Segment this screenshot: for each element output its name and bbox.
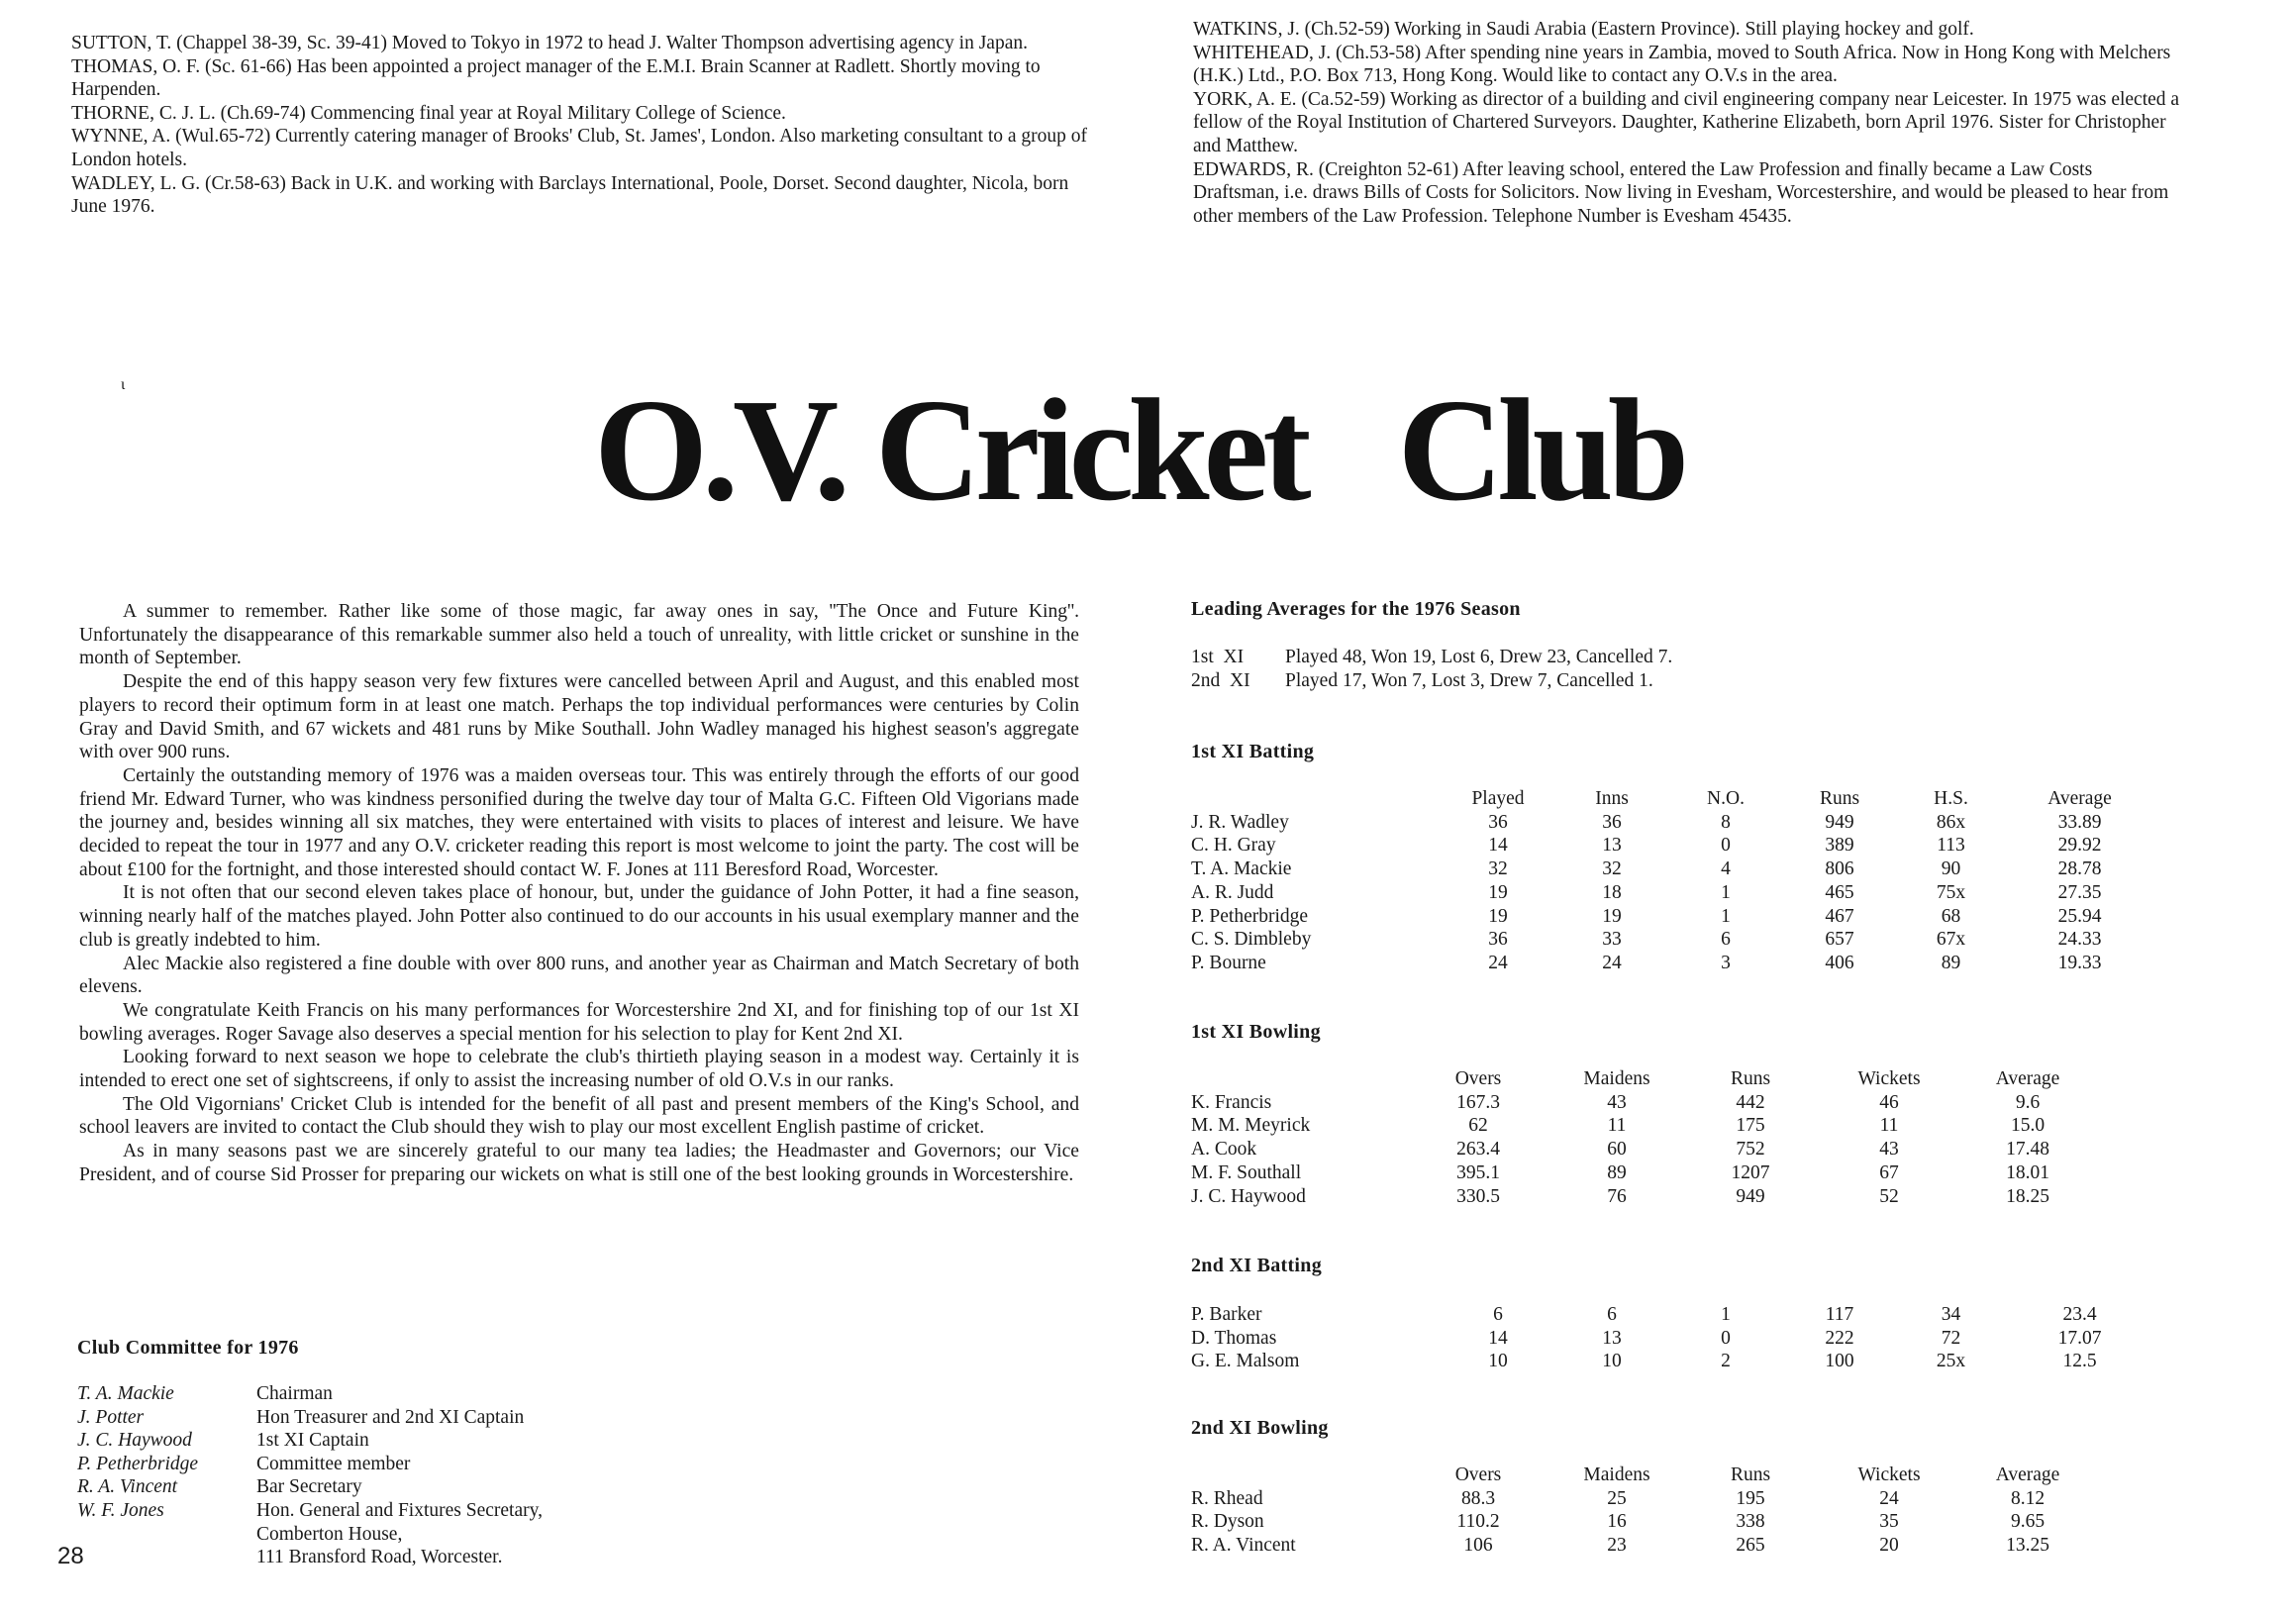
table-row bbox=[1191, 928, 2151, 952]
second-xi-bowling-heading: 2nd XI Bowling bbox=[1191, 1417, 1329, 1439]
first-xi-batting-heading: 1st XI Batting bbox=[1191, 741, 1315, 762]
column-header: Runs bbox=[1819, 788, 1860, 809]
committee-role: 111 Bransford Road, Worcester. bbox=[256, 1547, 503, 1568]
table-cell: 16 bbox=[1607, 1511, 1627, 1533]
table-cell: 23 bbox=[1607, 1535, 1627, 1557]
table-cell: 19 bbox=[1488, 881, 1508, 903]
table-cell: 4 bbox=[1721, 858, 1731, 880]
table-header-row bbox=[1191, 1464, 2092, 1487]
table-cell: 657 bbox=[1825, 929, 1854, 951]
season-record-row bbox=[1191, 646, 1672, 669]
committee-name: T. A. Mackie bbox=[77, 1383, 174, 1404]
committee-role: Comberton House, bbox=[256, 1523, 403, 1545]
table-cell: 67x bbox=[1936, 929, 1966, 951]
table-cell: 24 bbox=[1879, 1487, 1899, 1509]
table-cell: 12.5 bbox=[2062, 1351, 2097, 1372]
news-item: WADLEY, L. G. (Cr.58-63) Back in U.K. and working with Barclays International, Poole, Dorset. Second daughter, Nicola, born June 1976. bbox=[71, 172, 1069, 218]
table-cell: 806 bbox=[1825, 858, 1854, 880]
column-header bbox=[1191, 1464, 1409, 1487]
table-cell: 2 bbox=[1721, 1351, 1731, 1372]
column-header: Inns bbox=[1595, 788, 1629, 809]
player-name: P. Petherbridge bbox=[1191, 905, 1309, 927]
table-cell: 1 bbox=[1721, 881, 1731, 903]
committee-name: J. Potter bbox=[77, 1406, 145, 1428]
table-cell: 67 bbox=[1879, 1161, 1899, 1183]
player-name: R. Rhead bbox=[1191, 1487, 1263, 1509]
table-cell: 76 bbox=[1607, 1185, 1627, 1207]
committee-name bbox=[77, 1546, 256, 1569]
table-cell: 467 bbox=[1825, 905, 1854, 927]
table-row bbox=[1191, 1534, 2092, 1558]
table-row bbox=[1191, 858, 2151, 881]
table-cell: 24 bbox=[1488, 952, 1508, 973]
table-cell: 43 bbox=[1607, 1091, 1627, 1113]
first-xi-bowling-table bbox=[1191, 1067, 2092, 1208]
table-row bbox=[1191, 952, 2151, 975]
committee-role: Committee member bbox=[256, 1453, 411, 1474]
record-summary: Played 17, Won 7, Lost 3, Drew 7, Cancelled 1. bbox=[1285, 669, 1653, 691]
table-cell: 43 bbox=[1879, 1139, 1899, 1161]
column-header: Overs bbox=[1454, 1068, 1502, 1089]
table-cell: 46 bbox=[1879, 1091, 1899, 1113]
record-team: 2nd XI bbox=[1191, 669, 1250, 691]
table-row bbox=[1191, 1091, 2092, 1115]
table-cell: 36 bbox=[1602, 811, 1622, 833]
column-header: Maidens bbox=[1583, 1068, 1650, 1089]
table-cell: 36 bbox=[1488, 929, 1508, 951]
table-cell: 34 bbox=[1941, 1304, 1961, 1325]
table-cell: 10 bbox=[1488, 1351, 1508, 1372]
table-cell: 17.48 bbox=[2006, 1139, 2049, 1161]
table-cell: 8.12 bbox=[2010, 1487, 2046, 1509]
table-cell: 24 bbox=[1602, 952, 1622, 973]
table-cell: 18.25 bbox=[2006, 1185, 2049, 1207]
player-name: A. Cook bbox=[1191, 1139, 1257, 1161]
table-cell: 19 bbox=[1602, 905, 1622, 927]
table-cell: 60 bbox=[1607, 1139, 1627, 1161]
committee-name: J. C. Haywood bbox=[77, 1430, 192, 1452]
table-row bbox=[1191, 1350, 2151, 1373]
news-item: SUTTON, T. (Chappel 38-39, Sc. 39-41) Moved to Tokyo in 1972 to head J. Walter Thompson advertising agency in Japan. bbox=[71, 33, 1028, 53]
table-cell: 465 bbox=[1825, 881, 1854, 903]
player-name: G. E. Malsom bbox=[1191, 1351, 1300, 1372]
table-cell: 9.65 bbox=[2010, 1511, 2046, 1533]
column-header: Average bbox=[2047, 788, 2112, 809]
table-cell: 222 bbox=[1825, 1327, 1854, 1349]
column-header: Average bbox=[1995, 1464, 2060, 1485]
committee-name: R. A. Vincent bbox=[77, 1476, 178, 1498]
table-cell: 113 bbox=[1937, 835, 1965, 857]
committee-role: Hon. General and Fixtures Secretary, bbox=[256, 1499, 543, 1521]
report-paragraph: Looking forward to next season we hope to celebrate the club's thirtieth playing season in a modest way. Certainly it is intended to erect one set of sightscreens, if only to assist the increasing number of old O.V.s in our ranks. bbox=[79, 1047, 1079, 1092]
season-record-row bbox=[1191, 669, 1672, 693]
table-cell: 72 bbox=[1941, 1327, 1961, 1349]
table-cell: 75x bbox=[1936, 881, 1966, 903]
player-name: R. Dyson bbox=[1191, 1511, 1264, 1533]
committee-name bbox=[77, 1523, 256, 1547]
column-header: Runs bbox=[1730, 1464, 1771, 1485]
table-cell: 11 bbox=[1879, 1115, 1899, 1137]
column-header bbox=[1191, 1067, 1409, 1091]
table-cell: 11 bbox=[1607, 1115, 1627, 1137]
column-header: Overs bbox=[1454, 1464, 1502, 1485]
table-cell: 90 bbox=[1941, 858, 1961, 880]
table-cell: 1207 bbox=[1731, 1161, 1770, 1183]
column-header: Wickets bbox=[1857, 1068, 1921, 1089]
table-cell: 19.33 bbox=[2057, 952, 2102, 973]
column-header: Average bbox=[1995, 1068, 2060, 1089]
table-cell: 24.33 bbox=[2057, 929, 2102, 951]
table-cell: 17.07 bbox=[2057, 1327, 2102, 1349]
table-header-row bbox=[1191, 1067, 2092, 1091]
table-cell: 117 bbox=[1825, 1304, 1854, 1325]
table-cell: 0 bbox=[1721, 835, 1731, 857]
report-paragraph: A summer to remember. Rather like some of those magic, far away ones in say, ''The Once and Future King''. Unfortunately the disappearance of this remarkable summer also held a touch of unreality, with little cricket or sunshine in the month of September. bbox=[79, 601, 1079, 669]
committee-heading: Club Committee for 1976 bbox=[77, 1337, 299, 1359]
table-row bbox=[1191, 1487, 2092, 1511]
player-name: R. A. Vincent bbox=[1191, 1535, 1296, 1557]
committee-row bbox=[77, 1453, 771, 1476]
table-cell: 25x bbox=[1936, 1351, 1966, 1372]
table-cell: 19 bbox=[1488, 905, 1508, 927]
table-cell: 28.78 bbox=[2057, 858, 2102, 880]
committee-row bbox=[77, 1475, 771, 1499]
player-name: P. Barker bbox=[1191, 1304, 1262, 1325]
season-records bbox=[1191, 646, 1672, 692]
report-paragraph: Alec Mackie also registered a fine double with over 800 runs, and another year as Chairman and Match Secretary of both elevens. bbox=[79, 953, 1079, 998]
news-item: WHITEHEAD, J. (Ch.53-58) After spending nine years in Zambia, moved to South Africa. Now in Hong Kong with Melchers (H.K.) Ltd., P.O. Box 713, Hong Kong. Would like to contact any O.V.s in the area. bbox=[1193, 42, 2171, 87]
table-row bbox=[1191, 1303, 2151, 1327]
old-boys-news-right bbox=[1193, 18, 2183, 228]
table-cell: 389 bbox=[1825, 835, 1854, 857]
table-cell: 89 bbox=[1607, 1161, 1627, 1183]
table-row bbox=[1191, 905, 2151, 929]
column-header: Runs bbox=[1730, 1068, 1771, 1089]
club-report bbox=[79, 600, 1079, 1187]
table-cell: 52 bbox=[1879, 1185, 1899, 1207]
column-header bbox=[1191, 787, 1439, 811]
table-cell: 8 bbox=[1721, 811, 1731, 833]
table-cell: 10 bbox=[1602, 1351, 1622, 1372]
table-cell: 195 bbox=[1736, 1487, 1765, 1509]
committee-row bbox=[77, 1546, 771, 1569]
committee-list bbox=[77, 1382, 771, 1569]
second-xi-batting-heading: 2nd XI Batting bbox=[1191, 1255, 1323, 1276]
table-row bbox=[1191, 1114, 2092, 1138]
report-paragraph: We congratulate Keith Francis on his many performances for Worcestershire 2nd XI, and for finishing top of our 1st XI bowling averages. Roger Savage also deserves a special mention for his selection to play for Kent 2nd XI. bbox=[79, 999, 1079, 1045]
table-cell: 89 bbox=[1941, 952, 1961, 973]
committee-row bbox=[77, 1429, 771, 1453]
committee-row bbox=[77, 1499, 771, 1523]
table-cell: 36 bbox=[1488, 811, 1508, 833]
player-name: C. S. Dimbleby bbox=[1191, 929, 1312, 951]
table-cell: 88.3 bbox=[1460, 1487, 1496, 1509]
table-cell: 33 bbox=[1602, 929, 1622, 951]
table-cell: 15.0 bbox=[2010, 1115, 2046, 1137]
table-cell: 110.2 bbox=[1456, 1511, 1500, 1533]
report-paragraph: Certainly the outstanding memory of 1976 was a maiden overseas tour. This was entirely through the efforts of our good friend Mr. Edward Turner, who was kindness personified during the twelve day tour of Malta G.C. Fifteen Old Vigorians made the journey and, besides winning all six matches, they were entertained with visits to places of interest and leisure. We have decided to repeat the tour in 1977 and any O.V. cricketer reading this report is most welcome to joint the party. The cost will be about £100 for the fortnight, and those interested should contact W. F. Jones at 111 Beresford Road, Worcester. bbox=[79, 764, 1079, 880]
news-item: WYNNE, A. (Wul.65-72) Currently catering manager of Brooks' Club, St. James', London. Also marketing consultant to a group of London hotels. bbox=[71, 126, 1088, 170]
table-row bbox=[1191, 1138, 2092, 1161]
column-header: N.O. bbox=[1707, 788, 1745, 809]
player-name: T. A. Mackie bbox=[1191, 858, 1292, 880]
page-number: 28 bbox=[57, 1543, 84, 1569]
player-name: J. C. Haywood bbox=[1191, 1185, 1306, 1207]
table-cell: 35 bbox=[1879, 1511, 1899, 1533]
table-row bbox=[1191, 811, 2151, 835]
second-xi-bowling-table bbox=[1191, 1464, 2092, 1558]
table-row bbox=[1191, 881, 2151, 905]
table-cell: 949 bbox=[1825, 811, 1854, 833]
table-cell: 406 bbox=[1825, 952, 1854, 973]
table-cell: 175 bbox=[1736, 1115, 1765, 1137]
committee-name: W. F. Jones bbox=[77, 1499, 164, 1521]
table-cell: 25.94 bbox=[2057, 905, 2102, 927]
table-cell: 167.3 bbox=[1456, 1091, 1500, 1113]
news-item: THOMAS, O. F. (Sc. 61-66) Has been appointed a project manager of the E.M.I. Brain Scanner at Radlett. Shortly moving to Harpenden. bbox=[71, 55, 1041, 101]
table-cell: 14 bbox=[1488, 835, 1508, 857]
player-name: M. M. Meyrick bbox=[1191, 1115, 1311, 1137]
table-cell: 25 bbox=[1607, 1487, 1627, 1509]
record-summary: Played 48, Won 19, Lost 6, Drew 23, Cancelled 7. bbox=[1285, 647, 1673, 667]
record-team: 1st XI bbox=[1191, 647, 1245, 667]
news-item: EDWARDS, R. (Creighton 52-61) After leaving school, entered the Law Profession and finally became a Law Costs Draftsman, i.e. draws Bills of Costs for Solicitors. Now living in Evesham, Worcestershire, and would be pleased to hear from other members of the Law Profession. Telephone Number is Evesham 45435. bbox=[1193, 158, 2169, 227]
player-name: M. F. Southall bbox=[1191, 1161, 1302, 1183]
committee-role: Chairman bbox=[256, 1383, 333, 1404]
committee-role: Bar Secretary bbox=[256, 1476, 362, 1498]
table-cell: 32 bbox=[1602, 858, 1622, 880]
table-header-row bbox=[1191, 787, 2151, 811]
first-xi-bowling-heading: 1st XI Bowling bbox=[1191, 1021, 1321, 1043]
table-row bbox=[1191, 1327, 2151, 1351]
column-header: H.S. bbox=[1934, 788, 1968, 809]
table-cell: 33.89 bbox=[2057, 811, 2102, 833]
player-name: J. R. Wadley bbox=[1191, 811, 1289, 833]
player-name: C. H. Gray bbox=[1191, 835, 1276, 857]
table-cell: 14 bbox=[1488, 1327, 1508, 1349]
committee-row bbox=[77, 1382, 771, 1406]
table-cell: 752 bbox=[1736, 1139, 1765, 1161]
column-header: Maidens bbox=[1583, 1464, 1650, 1485]
second-xi-batting-table bbox=[1191, 1303, 2151, 1373]
table-cell: 263.4 bbox=[1456, 1139, 1500, 1161]
table-cell: 3 bbox=[1721, 952, 1731, 973]
report-paragraph: As in many seasons past we are sincerely grateful to our many tea ladies; the Headmaster and Governors; our Vice President, and of course Sid Prosser for preparing our wickets on what is still one of the best looking grounds in Worcestershire. bbox=[79, 1141, 1079, 1185]
table-row bbox=[1191, 834, 2151, 858]
player-name: P. Bourne bbox=[1191, 952, 1266, 973]
old-boys-news-left bbox=[71, 32, 1101, 219]
column-header: Wickets bbox=[1857, 1464, 1921, 1485]
table-cell: 13 bbox=[1602, 835, 1622, 857]
column-header: Played bbox=[1471, 788, 1525, 809]
page-title: O.V. Cricket Club bbox=[594, 369, 1684, 532]
committee-row bbox=[77, 1406, 771, 1430]
table-cell: 62 bbox=[1468, 1115, 1488, 1137]
stray-mark: ɩ bbox=[121, 376, 126, 393]
news-item: THORNE, C. J. L. (Ch.69-74) Commencing final year at Royal Military College of Science. bbox=[71, 102, 786, 124]
table-cell: 29.92 bbox=[2057, 835, 2102, 857]
committee-role: 1st XI Captain bbox=[256, 1430, 369, 1452]
table-row bbox=[1191, 1161, 2092, 1185]
player-name: K. Francis bbox=[1191, 1091, 1272, 1113]
table-cell: 1 bbox=[1721, 1304, 1731, 1325]
table-cell: 0 bbox=[1721, 1327, 1731, 1349]
table-row bbox=[1191, 1185, 2092, 1209]
table-cell: 68 bbox=[1941, 905, 1961, 927]
table-cell: 23.4 bbox=[2062, 1304, 2097, 1325]
table-cell: 6 bbox=[1721, 929, 1731, 951]
committee-name: P. Petherbridge bbox=[77, 1453, 199, 1474]
news-item: WATKINS, J. (Ch.52-59) Working in Saudi Arabia (Eastern Province). Still playing hockey and golf. bbox=[1193, 19, 1974, 40]
player-name: A. R. Judd bbox=[1191, 881, 1274, 903]
table-cell: 395.1 bbox=[1456, 1161, 1500, 1183]
table-cell: 18 bbox=[1602, 881, 1622, 903]
table-cell: 330.5 bbox=[1456, 1185, 1500, 1207]
table-cell: 442 bbox=[1736, 1091, 1765, 1113]
table-cell: 6 bbox=[1493, 1304, 1503, 1325]
report-paragraph: Despite the end of this happy season very few fixtures were cancelled between April and August, and this enabled most players to record their optimum form in at least one match. Perhaps the top individual performances were centuries by Colin Gray and David Smith, and 67 wickets and 481 runs by Mike Southall. John Wadley managed his highest season's aggregate with over 900 runs. bbox=[79, 671, 1079, 763]
table-cell: 265 bbox=[1736, 1535, 1765, 1557]
table-cell: 9.6 bbox=[2015, 1091, 2041, 1113]
table-cell: 949 bbox=[1736, 1185, 1765, 1207]
player-name: D. Thomas bbox=[1191, 1327, 1277, 1349]
table-cell: 86x bbox=[1936, 811, 1966, 833]
table-cell: 13 bbox=[1602, 1327, 1622, 1349]
table-cell: 27.35 bbox=[2057, 881, 2102, 903]
committee-role: Hon Treasurer and 2nd XI Captain bbox=[256, 1406, 525, 1428]
table-cell: 18.01 bbox=[2006, 1161, 2049, 1183]
table-row bbox=[1191, 1510, 2092, 1534]
news-item: YORK, A. E. (Ca.52-59) Working as director of a building and civil engineering company near Leicester. In 1975 was elected a fellow of the Royal Institution of Chartered Surveyors. Daughter, Katherine Elizabeth, born April 1976. Sister for Christopher and Matthew. bbox=[1193, 88, 2180, 156]
table-cell: 6 bbox=[1607, 1304, 1617, 1325]
table-cell: 1 bbox=[1721, 905, 1731, 927]
first-xi-batting-table bbox=[1191, 787, 2151, 975]
table-cell: 338 bbox=[1736, 1511, 1765, 1533]
averages-heading: Leading Averages for the 1976 Season bbox=[1191, 598, 1521, 620]
committee-row bbox=[77, 1523, 771, 1547]
table-cell: 13.25 bbox=[2006, 1535, 2049, 1557]
report-paragraph: The Old Vigornians' Cricket Club is intended for the benefit of all past and present members of the King's School, and school leavers are invited to contact the Club should they wish to play our most excellent English pastime of cricket. bbox=[79, 1093, 1079, 1139]
table-cell: 20 bbox=[1879, 1535, 1899, 1557]
table-cell: 32 bbox=[1488, 858, 1508, 880]
table-cell: 100 bbox=[1825, 1351, 1854, 1372]
report-paragraph: It is not often that our second eleven takes place of honour, but, under the guidance of John Potter, it had a fine season, winning nearly half of the matches played. John Potter also continued to do our accounts in his usual exemplary manner and the club is greatly indebted to him. bbox=[79, 882, 1079, 951]
table-cell: 106 bbox=[1463, 1535, 1493, 1557]
